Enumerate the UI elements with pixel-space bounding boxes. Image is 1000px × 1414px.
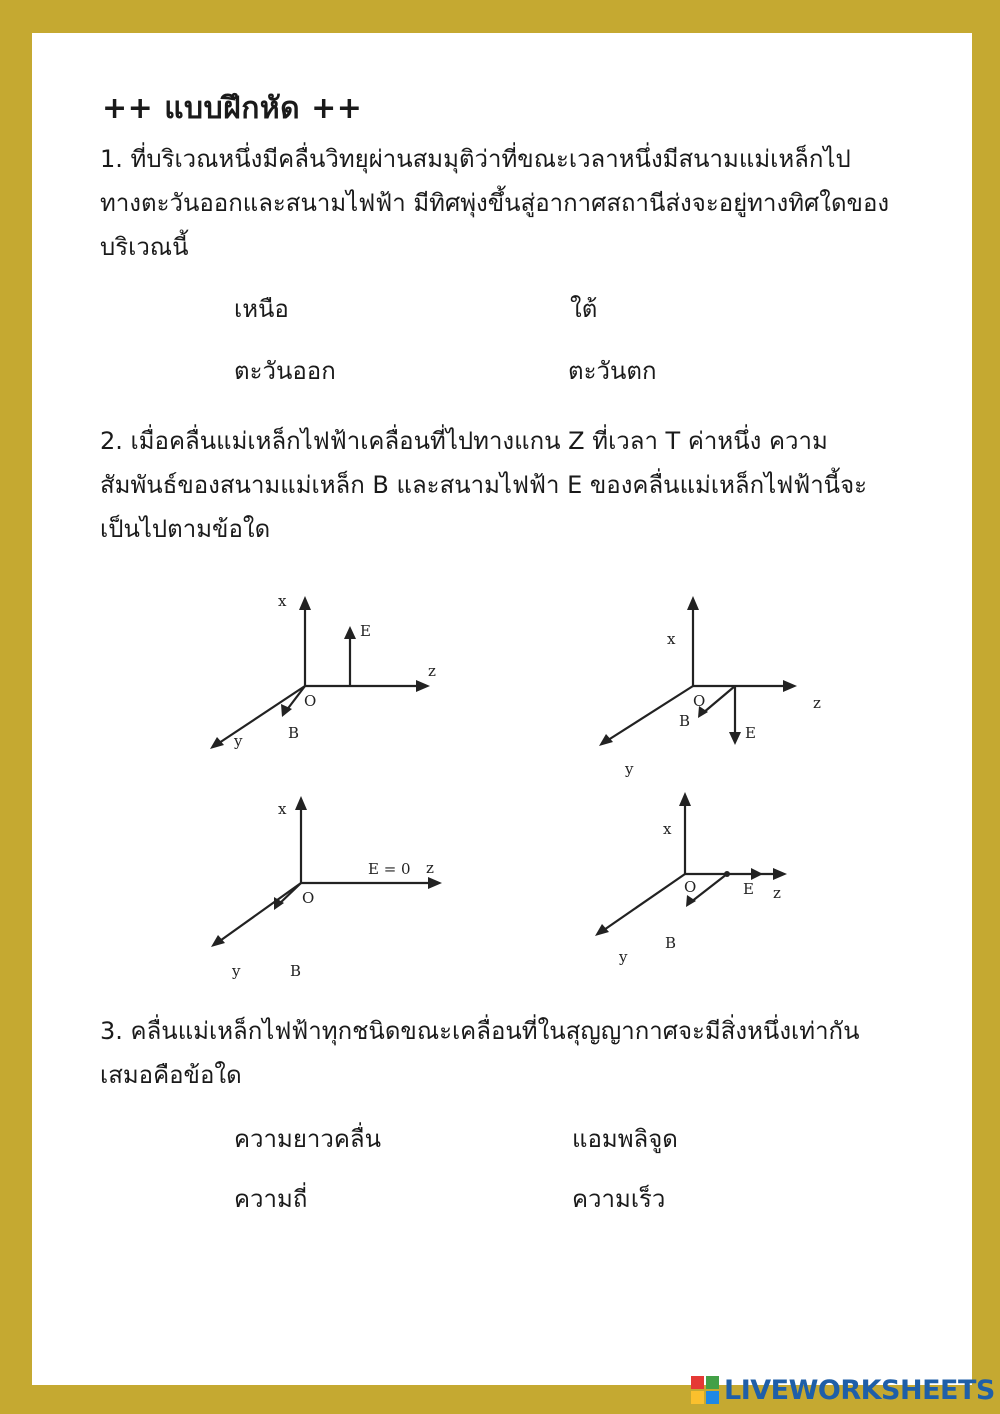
diagram-option-a[interactable] — [192, 588, 452, 758]
diagram-a-x-label: x — [278, 592, 287, 610]
question-3-option-d[interactable]: ความเร็ว — [572, 1185, 666, 1213]
diagram-d-origin-label: O — [684, 878, 697, 896]
diagram-d-x-label: x — [663, 820, 672, 838]
diagram-a-e-label: E — [360, 622, 371, 640]
diagram-c-z-label: z — [426, 859, 434, 877]
question-1-option-d[interactable]: ตะวันตก — [568, 357, 657, 385]
diagram-a-origin-label: O — [304, 692, 317, 710]
diagram-b-origin-label: O — [693, 692, 706, 710]
diagram-a-y-label: y — [234, 732, 243, 750]
question-1-option-a[interactable]: เหนือ — [234, 295, 289, 323]
liveworksheets-logo-icon — [690, 1375, 720, 1405]
question-1-text: 1. ที่บริเวณหนึ่งมีคลื่นวิทยุผ่านสมมุติว่าที่ขณะเวลาหนึ่งมีสนามแม่เหล็กไปทางตะวันออกและสนามไฟฟ้า มีทิศพุ่งขึ้นสู่อากาศสถานีส่งจะอยู่ทางทิศใดของบริเวณนี้ — [100, 145, 890, 261]
diagram-b-x-label: x — [667, 630, 676, 648]
diagram-c-y-label: y — [232, 962, 241, 980]
liveworksheets-brand[interactable] — [690, 1371, 995, 1409]
question-1-option-b[interactable]: ใต้ — [570, 295, 598, 323]
liveworksheets-wordmark: LIVEWORKSHEETS — [724, 1374, 995, 1406]
diagram-d-y-label: y — [619, 948, 628, 966]
diagram-a-z-label: z — [428, 662, 436, 680]
diagram-option-c[interactable] — [192, 788, 452, 980]
diagram-a-b-label: B — [288, 724, 300, 742]
diagram-d-b-label: B — [665, 934, 677, 952]
question-1-option-c[interactable]: ตะวันออก — [234, 357, 336, 385]
diagram-b-e-label: E — [745, 724, 756, 742]
diagram-b-y-label: y — [625, 760, 634, 778]
question-2-text: 2. เมื่อคลื่นแม่เหล็กไฟฟ้าเคลื่อนที่ไปทางแกน Z ที่เวลา T ค่าหนึ่ง ความสัมพันธ์ของสนามแม่เหล็ก B และสนามไฟฟ้า E ของคลื่นแม่เหล็กไฟฟ้านี้จะเป็นไปตามข้อใด — [100, 427, 868, 543]
diagram-c-b-label: B — [290, 962, 302, 980]
question-3-option-c[interactable]: ความถี่ — [234, 1185, 308, 1213]
diagram-d-z-label: z — [773, 884, 781, 902]
diagram-b-b-label: B — [679, 712, 691, 730]
diagram-c-origin-label: O — [302, 889, 315, 907]
diagram-option-b[interactable] — [587, 588, 847, 778]
worksheet-title: ++ แบบฝึกหัด ++ — [102, 91, 363, 126]
diagram-c-e-label: E = 0 — [368, 860, 411, 878]
worksheet-page — [32, 33, 972, 1385]
diagram-d-e-label: E — [743, 880, 754, 898]
diagram-b-z-label: z — [813, 694, 821, 712]
diagram-option-d[interactable] — [587, 788, 847, 966]
question-3-option-b[interactable]: แอมพลิจูด — [572, 1125, 678, 1153]
question-3-text: 3. คลื่นแม่เหล็กไฟฟ้าทุกชนิดขณะเคลื่อนที่ในสุญญากาศจะมีสิ่งหนึ่งเท่ากันเสมอคือข้อใด — [100, 1017, 860, 1089]
question-3-option-a[interactable]: ความยาวคลื่น — [234, 1125, 382, 1153]
diagram-c-x-label: x — [278, 800, 287, 818]
